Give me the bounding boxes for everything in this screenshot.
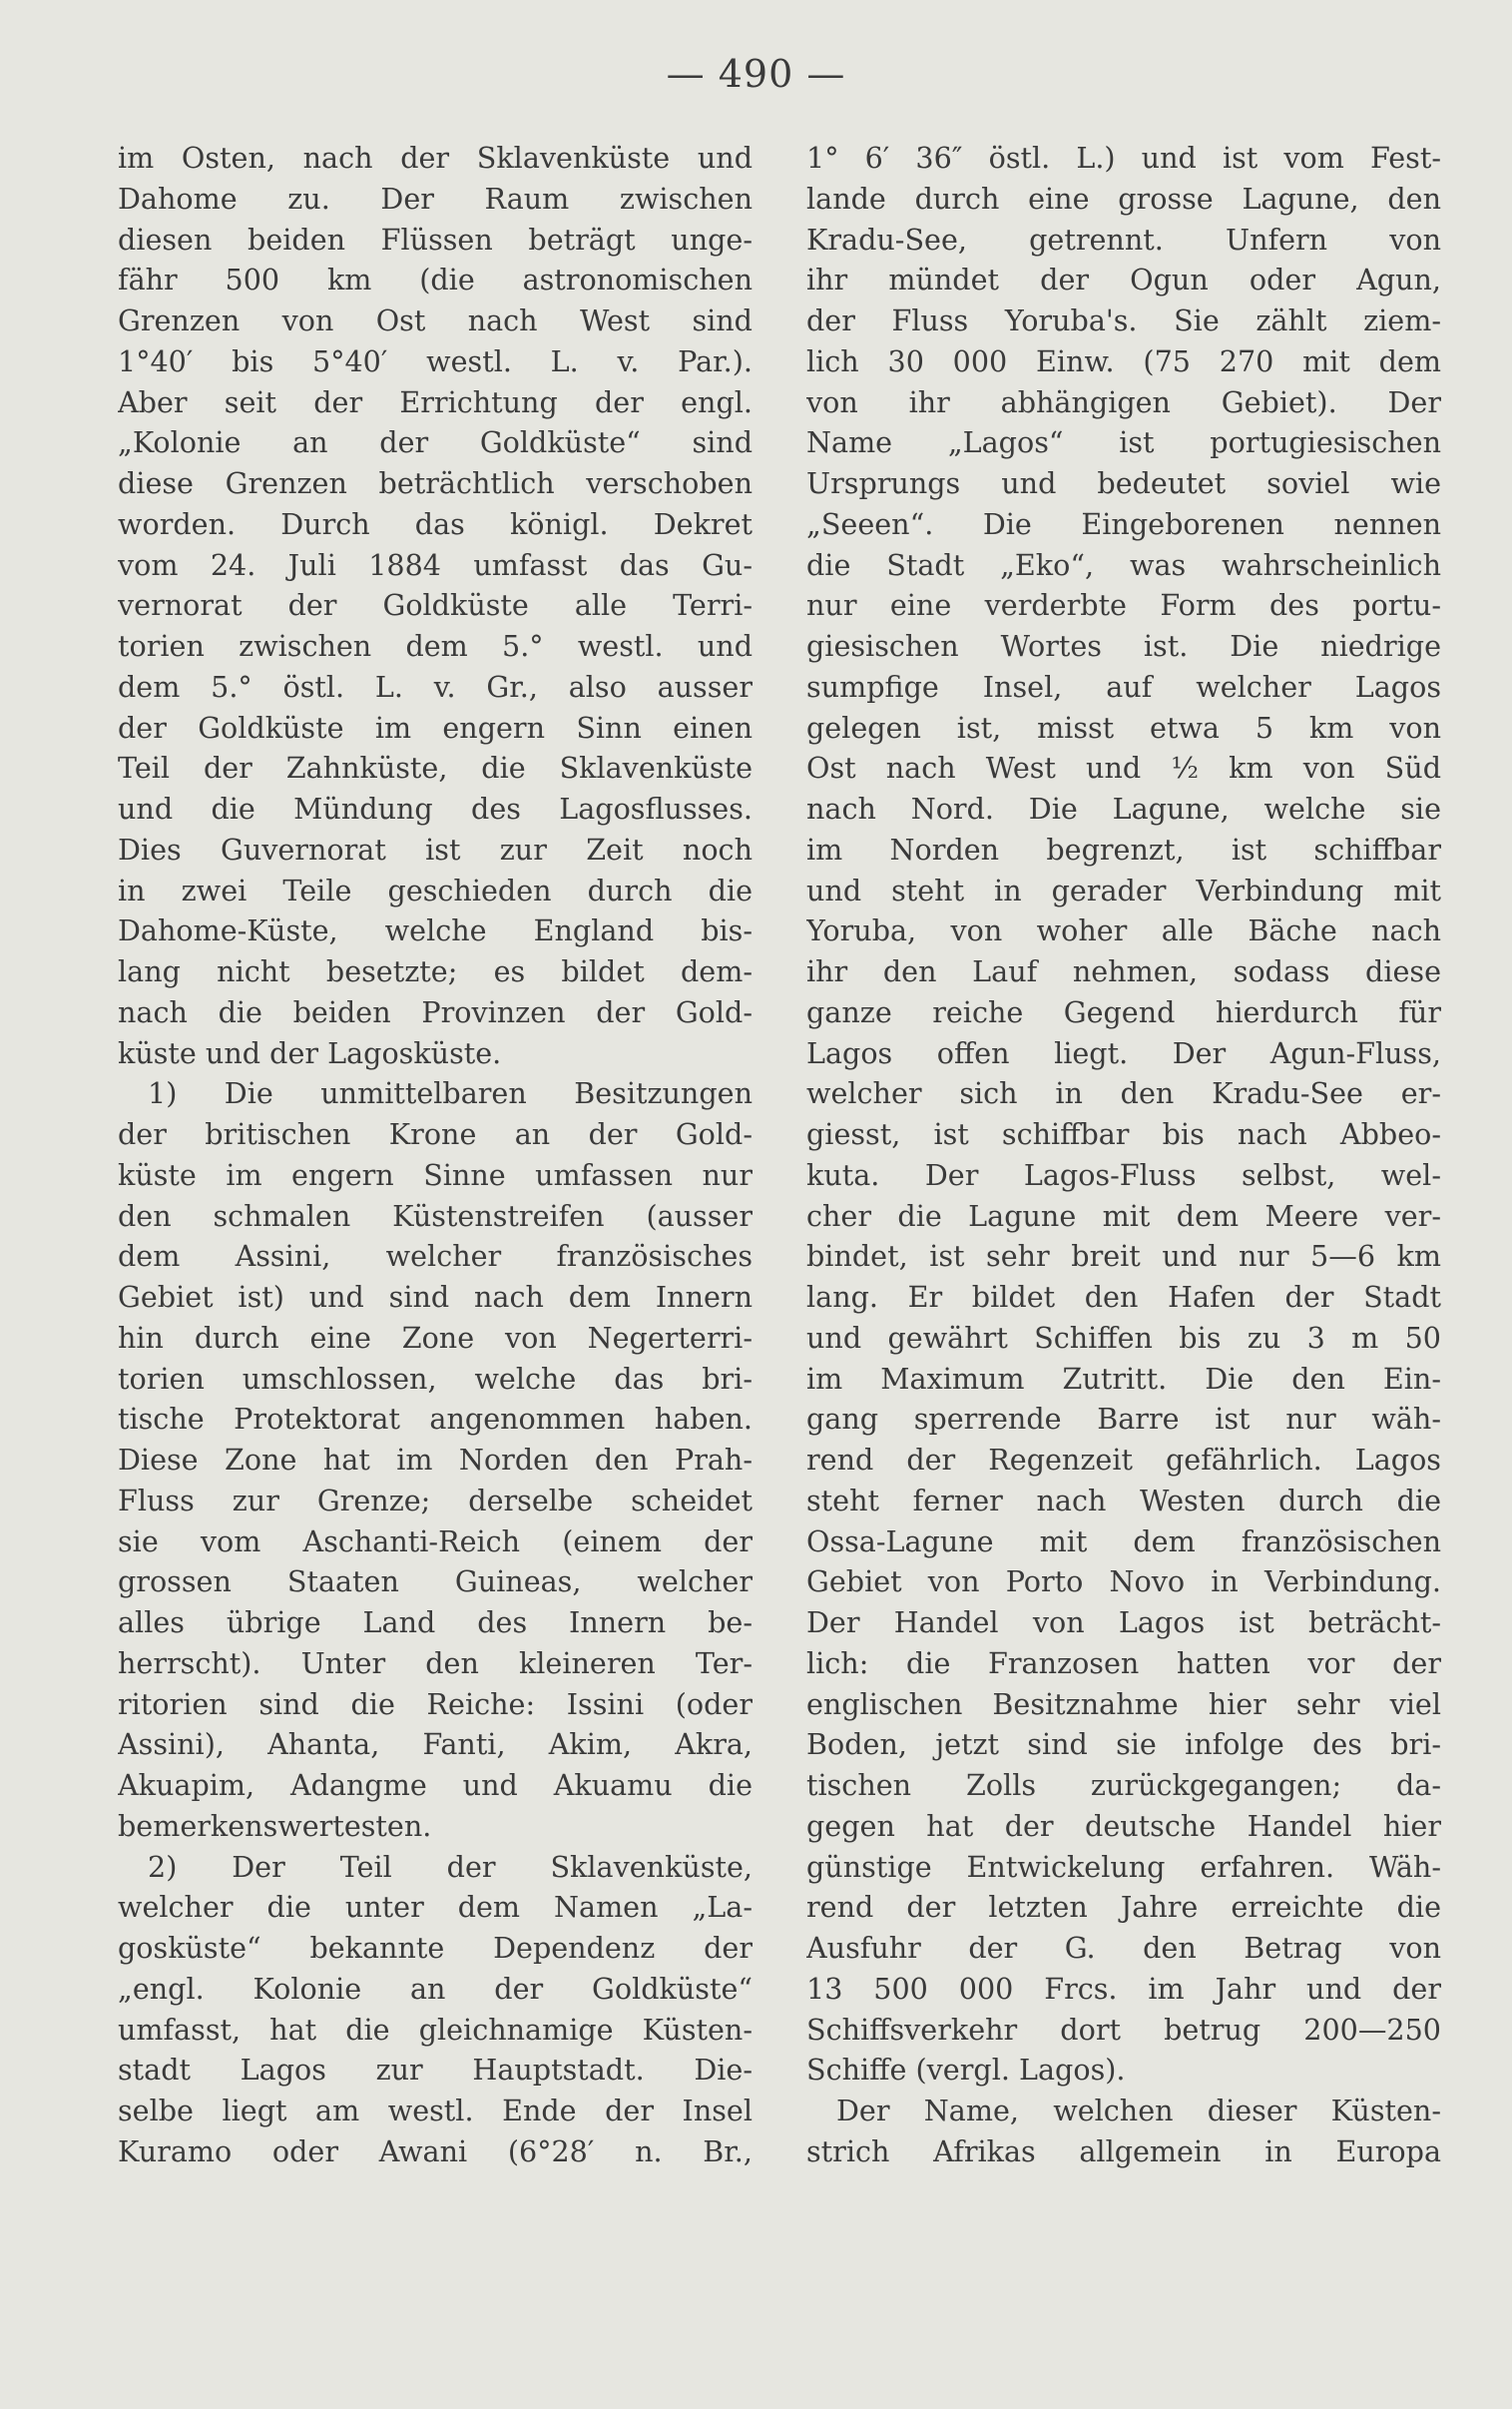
left-column	[118, 138, 753, 2172]
text-line: Fluss zur Grenze; derselbe scheidet	[118, 1483, 753, 1517]
text-line: Dahome zu. Der Raum zwischen	[118, 181, 753, 216]
text-line: Gebiet ist) und sind nach dem Innern	[118, 1280, 753, 1314]
text-line: im Norden begrenzt, ist schiffbar	[806, 832, 1441, 867]
text-line: nach Nord. Die Lagune, welche sie	[806, 792, 1441, 826]
text-line: Der Handel von Lagos ist beträcht-	[806, 1605, 1441, 1639]
text-line: gosküste“ bekannte Dependenz der	[118, 1931, 753, 1965]
text-line: der Goldküste im engern Sinn einen	[118, 710, 753, 745]
text-line: lande durch eine grosse Lagune, den	[806, 181, 1441, 216]
text-line: tische Protektorat angenommen haben.	[118, 1402, 753, 1437]
text-line: fähr 500 km (die astronomischen	[118, 263, 753, 298]
text-line: Kuramo oder Awani (6°28′ n. Br.,	[118, 2133, 753, 2168]
text-line: diesen beiden Flüssen beträgt unge-	[118, 222, 753, 257]
text-line: nach die beiden Provinzen der Gold-	[118, 994, 753, 1029]
text-line: Assini), Ahanta, Fanti, Akim, Akra,	[118, 1727, 753, 1762]
text-line: der Fluss Yoruba's. Sie zählt ziem-	[806, 303, 1441, 337]
text-line: lang. Er bildet den Hafen der Stadt	[806, 1280, 1441, 1314]
text-line: tischen Zolls zurückgegangen; da-	[806, 1768, 1441, 1802]
text-line: welcher die unter dem Namen „La-	[118, 1890, 753, 1925]
text-line: Boden, jetzt sind sie infolge des bri-	[806, 1727, 1441, 1762]
text-line: von ihr abhängigen Gebiet). Der	[806, 384, 1441, 419]
text-line: der britischen Krone an der Gold-	[118, 1117, 753, 1151]
text-line: sie vom Aschanti-Reich (einem der	[118, 1523, 753, 1558]
text-line: gelegen ist, misst etwa 5 km von	[806, 710, 1441, 745]
text-line: alles übrige Land des Innern be-	[118, 1605, 753, 1639]
text-line: Gebiet von Porto Novo in Verbindung.	[806, 1564, 1441, 1599]
text-line: ganze reiche Gegend hierdurch für	[806, 994, 1441, 1029]
text-line: Aber seit der Errichtung der engl.	[118, 384, 753, 419]
text-line: 1°40′ bis 5°40′ westl. L. v. Par.).	[118, 343, 753, 378]
text-line: grossen Staaten Guineas, welcher	[118, 1564, 753, 1599]
text-line: ihr den Lauf nehmen, sodass diese	[806, 954, 1441, 988]
text-line: „Kolonie an der Goldküste“ sind	[118, 425, 753, 460]
text-line: küste und der Lagosküste.	[118, 1035, 502, 1070]
right-column	[806, 138, 1441, 2172]
text-line: Akuapim, Adangme und Akuamu die	[118, 1768, 753, 1802]
text-line: lich 30 000 Einw. (75 270 mit dem	[806, 343, 1441, 378]
text-line: und die Mündung des Lagosflusses.	[118, 792, 753, 826]
text-line: cher die Lagune mit dem Meere ver-	[806, 1198, 1441, 1233]
text-line: diese Grenzen beträchtlich verschoben	[118, 466, 753, 500]
text-line: dem 5.° östl. L. v. Gr., also ausser	[118, 669, 753, 704]
text-line: Ossa-Lagune mit dem französischen	[806, 1523, 1441, 1558]
text-line: im Maximum Zutritt. Die den Ein-	[806, 1361, 1441, 1396]
text-line: gang sperrende Barre ist nur wäh-	[806, 1402, 1441, 1437]
text-line: lang nicht besetzte; es bildet dem-	[118, 954, 753, 988]
text-line: umfasst, hat die gleichnamige Küsten-	[118, 2012, 753, 2047]
text-line: 13 500 000 Frcs. im Jahr und der	[806, 1971, 1441, 2006]
text-line: vom 24. Juli 1884 umfasst das Gu-	[118, 547, 753, 582]
text-line: welcher sich in den Kradu-See er-	[806, 1076, 1441, 1111]
text-line: „engl. Kolonie an der Goldküste“	[118, 1971, 753, 2006]
text-line: Grenzen von Ost nach West sind	[118, 303, 753, 337]
text-line: torien zwischen dem 5.° westl. und	[118, 629, 753, 663]
text-line: Ost nach West und ½ km von Süd	[806, 751, 1441, 786]
text-line: 1) Die unmittelbaren Besitzungen	[148, 1076, 753, 1111]
text-line: küste im engern Sinne umfassen nur	[118, 1157, 753, 1192]
text-line: Kradu-See, getrennt. Unfern von	[806, 222, 1441, 257]
text-line: in zwei Teile geschieden durch die	[118, 873, 753, 907]
text-line: gegen hat der deutsche Handel hier	[806, 1808, 1441, 1843]
text-line: und steht in gerader Verbindung mit	[806, 873, 1441, 907]
text-line: rend der Regenzeit gefährlich. Lagos	[806, 1443, 1441, 1477]
text-line: strich Afrikas allgemein in Europa	[806, 2133, 1441, 2168]
text-line: die Stadt „Eko“, was wahrscheinlich	[806, 547, 1441, 582]
text-line: Schiffsverkehr dort betrug 200—250	[806, 2012, 1441, 2047]
text-line: 2) Der Teil der Sklavenküste,	[148, 1849, 753, 1884]
text-line: Der Name, welchen dieser Küsten-	[836, 2094, 1441, 2127]
text-line: steht ferner nach Westen durch die	[806, 1483, 1441, 1517]
text-line: Lagos offen liegt. Der Agun-Fluss,	[806, 1035, 1441, 1070]
text-line: englischen Besitznahme hier sehr viel	[806, 1686, 1441, 1721]
text-line: stadt Lagos zur Hauptstadt. Die-	[118, 2053, 753, 2088]
text-line: Schiffe (vergl. Lagos).	[806, 2053, 1126, 2088]
text-line: und gewährt Schiffen bis zu 3 m 50	[806, 1320, 1441, 1355]
text-line: rend der letzten Jahre erreichte die	[806, 1890, 1441, 1925]
page-number: — 490 —	[666, 52, 846, 96]
text-line: torien umschlossen, welche das bri-	[118, 1361, 753, 1396]
text-line: herrscht). Unter den kleineren Ter-	[118, 1645, 753, 1680]
text-line: im Osten, nach der Sklavenküste und	[118, 141, 753, 175]
text-line: giesischen Wortes ist. Die niedrige	[806, 629, 1441, 663]
text-line: ihr mündet der Ogun oder Agun,	[806, 263, 1441, 298]
text-line: giesst, ist schiffbar bis nach Abbeo-	[806, 1117, 1441, 1151]
text-line: lich: die Franzosen hatten vor der	[806, 1645, 1441, 1680]
text-line: Ursprungs und bedeutet soviel wie	[806, 466, 1441, 500]
text-line: Yoruba, von woher alle Bäche nach	[806, 913, 1441, 948]
text-line: vernorat der Goldküste alle Terri-	[118, 588, 753, 623]
text-line: selbe liegt am westl. Ende der Insel	[118, 2094, 753, 2127]
text-line: den schmalen Küstenstreifen (ausser	[118, 1198, 753, 1233]
text-line: Dies Guvernorat ist zur Zeit noch	[118, 832, 753, 867]
text-line: nur eine verderbte Form des portu-	[806, 588, 1441, 623]
text-line: ritorien sind die Reiche: Issini (oder	[118, 1686, 753, 1721]
text-line: günstige Entwickelung erfahren. Wäh-	[806, 1849, 1441, 1884]
text-line: Dahome-Küste, welche England bis-	[118, 913, 753, 948]
text-line: worden. Durch das königl. Dekret	[118, 506, 753, 541]
text-line: Teil der Zahnküste, die Sklavenküste	[118, 751, 753, 786]
text-line: kuta. Der Lagos-Fluss selbst, wel-	[806, 1157, 1441, 1192]
text-line: Ausfuhr der G. den Betrag von	[806, 1931, 1441, 1965]
text-line: bindet, ist sehr breit und nur 5—6 km	[806, 1239, 1441, 1274]
text-line: „Seeen“. Die Eingeborenen nennen	[806, 506, 1441, 541]
text-line: sumpfige Insel, auf welcher Lagos	[806, 669, 1441, 704]
text-line: Diese Zone hat im Norden den Prah-	[118, 1443, 753, 1477]
text-line: dem Assini, welcher französisches	[118, 1239, 753, 1274]
text-line: bemerkenswertesten.	[118, 1808, 432, 1843]
text-line: 1° 6′ 36″ östl. L.) und ist vom Fest-	[806, 141, 1441, 175]
text-line: hin durch eine Zone von Negerterri-	[118, 1320, 753, 1355]
text-line: Name „Lagos“ ist portugiesischen	[806, 425, 1441, 460]
